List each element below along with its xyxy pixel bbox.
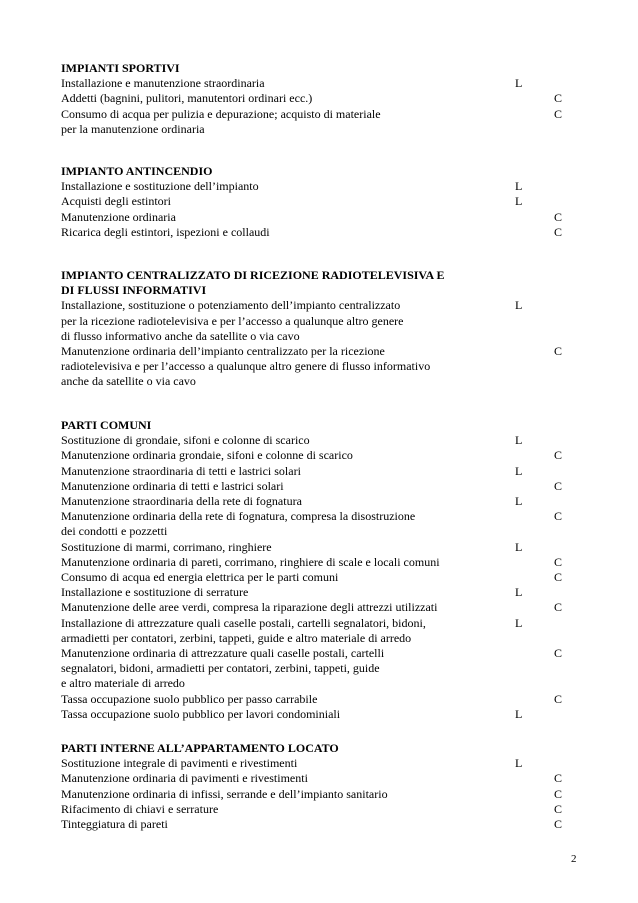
page-number: 2 [571,853,577,865]
tenant-mark: C [554,106,563,121]
tenant-mark: C [554,600,563,615]
line-text: Installazione e sostituzione di serrature [61,585,249,600]
document-line [61,179,581,194]
document-line [61,817,581,832]
heading-text: IMPIANTO ANTINCENDIO [61,164,213,178]
tenant-mark: C [554,570,563,584]
document-line [61,540,581,555]
line-text: Manutenzione ordinaria di pavimenti e rivestimenti [61,771,308,786]
heading-text: IMPIANTI SPORTIVI [61,61,180,75]
line-text: anche da satellite o via cavo [61,374,196,389]
landlord-mark: L [515,194,523,209]
line-text: Installazione di attrezzature quali caselle postali, cartelli segnalatori, bidoni, [61,615,426,630]
line-text: armadietti per contatori, zerbini, tappeti, guide e altro materiale di arredo [61,630,412,645]
document-line [61,433,581,448]
line-text: Consumo di acqua ed energia elettrica per le parti comuni [61,570,339,584]
document-line [61,122,581,137]
document-line [61,298,581,313]
document-line [61,329,581,344]
line-text: di flusso informativo anche da satellite o via cavo [61,328,300,343]
document-line [61,771,581,786]
line-text: segnalatori, bidoni, armadietti per contatori, zerbini, tappeti, guide [61,661,380,676]
line-text: Manutenzione straordinaria della rete di fognatura [61,494,302,508]
section-heading [61,61,581,76]
document-line [61,756,581,771]
line-text: Sostituzione di grondaie, sifoni e colonne di scarico [61,433,310,448]
heading-text: PARTI COMUNI [61,418,152,432]
document-line [61,448,581,463]
line-text: Acquisti degli estintori [61,194,171,209]
landlord-mark: L [515,756,523,771]
landlord-mark: L [515,433,523,448]
tenant-mark: C [554,771,563,786]
document-line [61,585,581,600]
landlord-mark: L [515,179,523,194]
tenant-mark: C [554,817,563,831]
line-text: per la manutenzione ordinaria [61,121,205,136]
tenant-mark: C [554,224,563,239]
line-text: Manutenzione ordinaria della rete di fognatura, compresa la disostruzione [61,509,416,524]
document-line [61,374,581,389]
line-text: Manutenzione ordinaria [61,209,176,224]
line-text: Manutenzione ordinaria di infissi, serrande e dell’impianto sanitario [61,786,388,801]
line-text: Manutenzione ordinaria di attrezzature quali caselle postali, cartelli [61,646,385,660]
document-line [61,464,581,479]
document-line [61,76,581,91]
landlord-mark: L [515,463,523,478]
landlord-mark: L [515,615,523,630]
line-text: Manutenzione ordinaria di pareti, corrimano, ringhiere di scale e locali comuni [61,554,440,569]
landlord-mark: L [515,539,523,554]
heading-text: DI FLUSSI INFORMATIVI [61,283,207,298]
document-line [61,631,581,646]
document-line [61,707,581,722]
line-text: Installazione e manutenzione straordinaria [61,76,265,91]
document-line [61,616,581,631]
line-text: dei condotti e pozzetti [61,524,168,539]
document-line [61,479,581,494]
document-line [61,570,581,585]
line-text: Addetti (bagnini, pulitori, manutentori ordinari ecc.) [61,91,313,106]
tenant-mark: C [554,91,563,106]
tenant-mark: C [554,786,563,801]
tenant-mark: C [554,478,563,493]
document-line [61,344,581,359]
line-text: Sostituzione integrale di pavimenti e rivestimenti [61,756,298,771]
line-text: Sostituzione di marmi, corrimano, ringhiere [61,539,272,554]
document-line [61,646,581,661]
line-text: e altro materiale di arredo [61,676,185,691]
landlord-mark: L [515,494,523,508]
section-heading [61,268,581,283]
line-text: Tassa occupazione suolo pubblico per passo carrabile [61,691,318,706]
line-text: Installazione, sostituzione o potenziamento dell’impianto centralizzato [61,298,401,313]
tenant-mark: C [554,209,563,224]
line-text: radiotelevisiva e per l’accesso a qualunque altro genere di flusso informativo [61,359,431,374]
line-text: Manutenzione delle aree verdi, compresa la riparazione degli attrezzi utilizzati [61,600,438,615]
document-line [61,210,581,225]
tenant-mark: C [554,801,563,816]
tenant-mark: C [554,691,563,706]
line-text: Tassa occupazione suolo pubblico per lavori condominiali [61,706,341,721]
tenant-mark: C [554,344,563,358]
line-text: Manutenzione straordinaria di tetti e lastrici solari [61,463,301,478]
line-text: Manutenzione ordinaria grondaie, sifoni e colonne di scarico [61,448,353,463]
document-line [61,107,581,122]
line-text: Rifacimento di chiavi e serrature [61,801,219,816]
document-line [61,314,581,329]
tenant-mark: C [554,554,563,569]
tenant-mark: C [554,448,563,463]
document-line [61,802,581,817]
document-line [61,676,581,691]
document-line [61,194,581,209]
section-heading [61,741,581,756]
heading-text: PARTI INTERNE ALL’APPARTAMENTO LOCATO [61,741,339,755]
tenant-mark: C [554,646,563,660]
line-text: Installazione e sostituzione dell’impianto [61,179,259,194]
line-text: Tinteggiatura di pareti [61,817,168,831]
document-line [61,494,581,509]
document-line [61,509,581,524]
landlord-mark: L [515,76,523,91]
document-line [61,600,581,615]
section-heading [61,418,581,433]
section-heading [61,283,581,298]
line-text: Consumo di acqua per pulizia e depurazione; acquisto di materiale [61,106,381,121]
landlord-mark: L [515,585,523,600]
document-line [61,661,581,676]
line-text: Manutenzione ordinaria dell’impianto centralizzato per la ricezione [61,344,385,358]
document-line [61,359,581,374]
line-text: Manutenzione ordinaria di tetti e lastrici solari [61,478,284,493]
document-line [61,787,581,802]
tenant-mark: C [554,509,563,524]
document-line [61,524,581,539]
line-text: per la ricezione radiotelevisiva e per l’accesso a qualunque altro genere [61,313,404,328]
document-line [61,91,581,106]
document-line [61,692,581,707]
landlord-mark: L [515,298,523,313]
section-heading [61,164,581,179]
heading-text: IMPIANTO CENTRALIZZATO DI RICEZIONE RADIOTELEVISIVA E [61,268,445,282]
landlord-mark: L [515,706,523,721]
line-text: Ricarica degli estintori, ispezioni e collaudi [61,224,270,239]
document-line [61,225,581,240]
document-line [61,555,581,570]
